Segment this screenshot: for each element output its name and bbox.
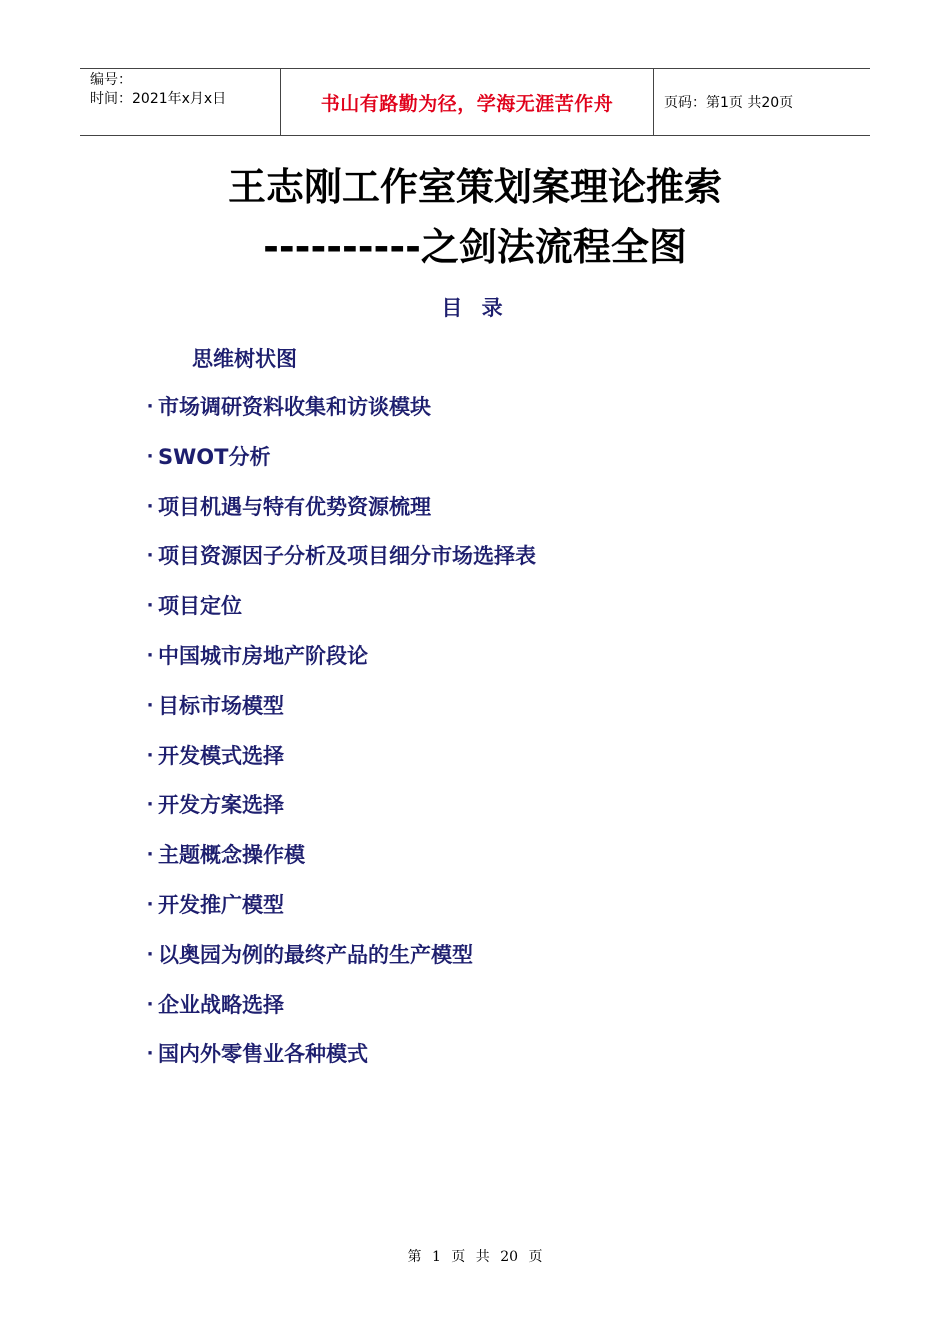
toc-item-label: 项目机遇与特有优势资源梳理 [158, 494, 431, 519]
toc-item[interactable] [142, 741, 536, 791]
toc-item-label: 企业战略选择 [158, 992, 284, 1017]
toc-heading: 目 录 [441, 296, 509, 320]
toc-item-mindmap[interactable]: 思维树状图 [192, 347, 297, 371]
toc-item[interactable] [142, 691, 536, 741]
toc-item[interactable] [142, 442, 536, 492]
toc-item-label: 国内外零售业各种模式 [158, 1042, 368, 1067]
toc-item-label: SWOT分析 [158, 444, 271, 469]
header-motto: 书山有路勤为径，学海无涯苦作舟 [281, 69, 654, 135]
toc-item[interactable] [142, 940, 536, 990]
document-title-line1: 王志刚工作室策划案理论推索 [227, 165, 722, 209]
toc-item-label: 开发方案选择 [158, 793, 284, 818]
toc-item-label: 中国城市房地产阶段论 [158, 643, 368, 668]
bullet-icon: · [146, 993, 154, 1015]
header-page-info: 页码：第1页 共20页 [664, 95, 794, 111]
toc-item[interactable] [142, 641, 536, 691]
toc-item-label: 项目定位 [158, 594, 242, 619]
bullet-icon: · [146, 943, 154, 965]
toc-item-label: 开发推广模型 [158, 892, 284, 917]
toc-item[interactable] [142, 990, 536, 1040]
toc-item[interactable] [142, 790, 536, 840]
toc-item-label: 主题概念操作模 [158, 843, 305, 868]
toc-item[interactable] [142, 392, 536, 442]
header-meta [80, 69, 281, 135]
toc-item[interactable] [142, 1039, 536, 1089]
bullet-icon: · [146, 445, 154, 467]
bullet-icon: · [146, 495, 154, 517]
bullet-icon: · [146, 844, 154, 866]
bullet-icon: · [146, 396, 154, 417]
toc-item-label: 目标市场模型 [158, 693, 284, 718]
bullet-icon: · [146, 744, 154, 766]
bullet-icon: · [146, 644, 154, 666]
toc-item[interactable] [142, 890, 536, 940]
toc-item[interactable] [142, 492, 536, 542]
page-footer: 第 1 页 共 20 页 [407, 1249, 543, 1265]
bullet-icon: · [146, 694, 154, 716]
toc-list [142, 392, 536, 1089]
bullet-icon: · [146, 1043, 154, 1065]
toc-item-label: 项目资源因子分析及项目细分市场选择表 [158, 544, 536, 569]
page-header [80, 68, 870, 136]
toc-item-label: 以奥园为例的最终产品的生产模型 [158, 942, 473, 967]
time-label: 时间：2021年x月x日 [90, 91, 227, 107]
bullet-icon: · [146, 893, 154, 915]
document-title-line2: ----------之剑法流程全图 [263, 225, 687, 269]
toc-item[interactable] [142, 591, 536, 641]
number-label: 编号： [90, 72, 132, 88]
bullet-icon: · [146, 545, 154, 567]
toc-item[interactable] [142, 840, 536, 890]
bullet-icon: · [146, 595, 154, 617]
toc-item-label: 开发模式选择 [158, 743, 284, 768]
bullet-icon: · [146, 794, 154, 816]
toc-item-label: 市场调研资料收集和访谈模块 [158, 395, 431, 419]
toc-item[interactable] [142, 541, 536, 591]
